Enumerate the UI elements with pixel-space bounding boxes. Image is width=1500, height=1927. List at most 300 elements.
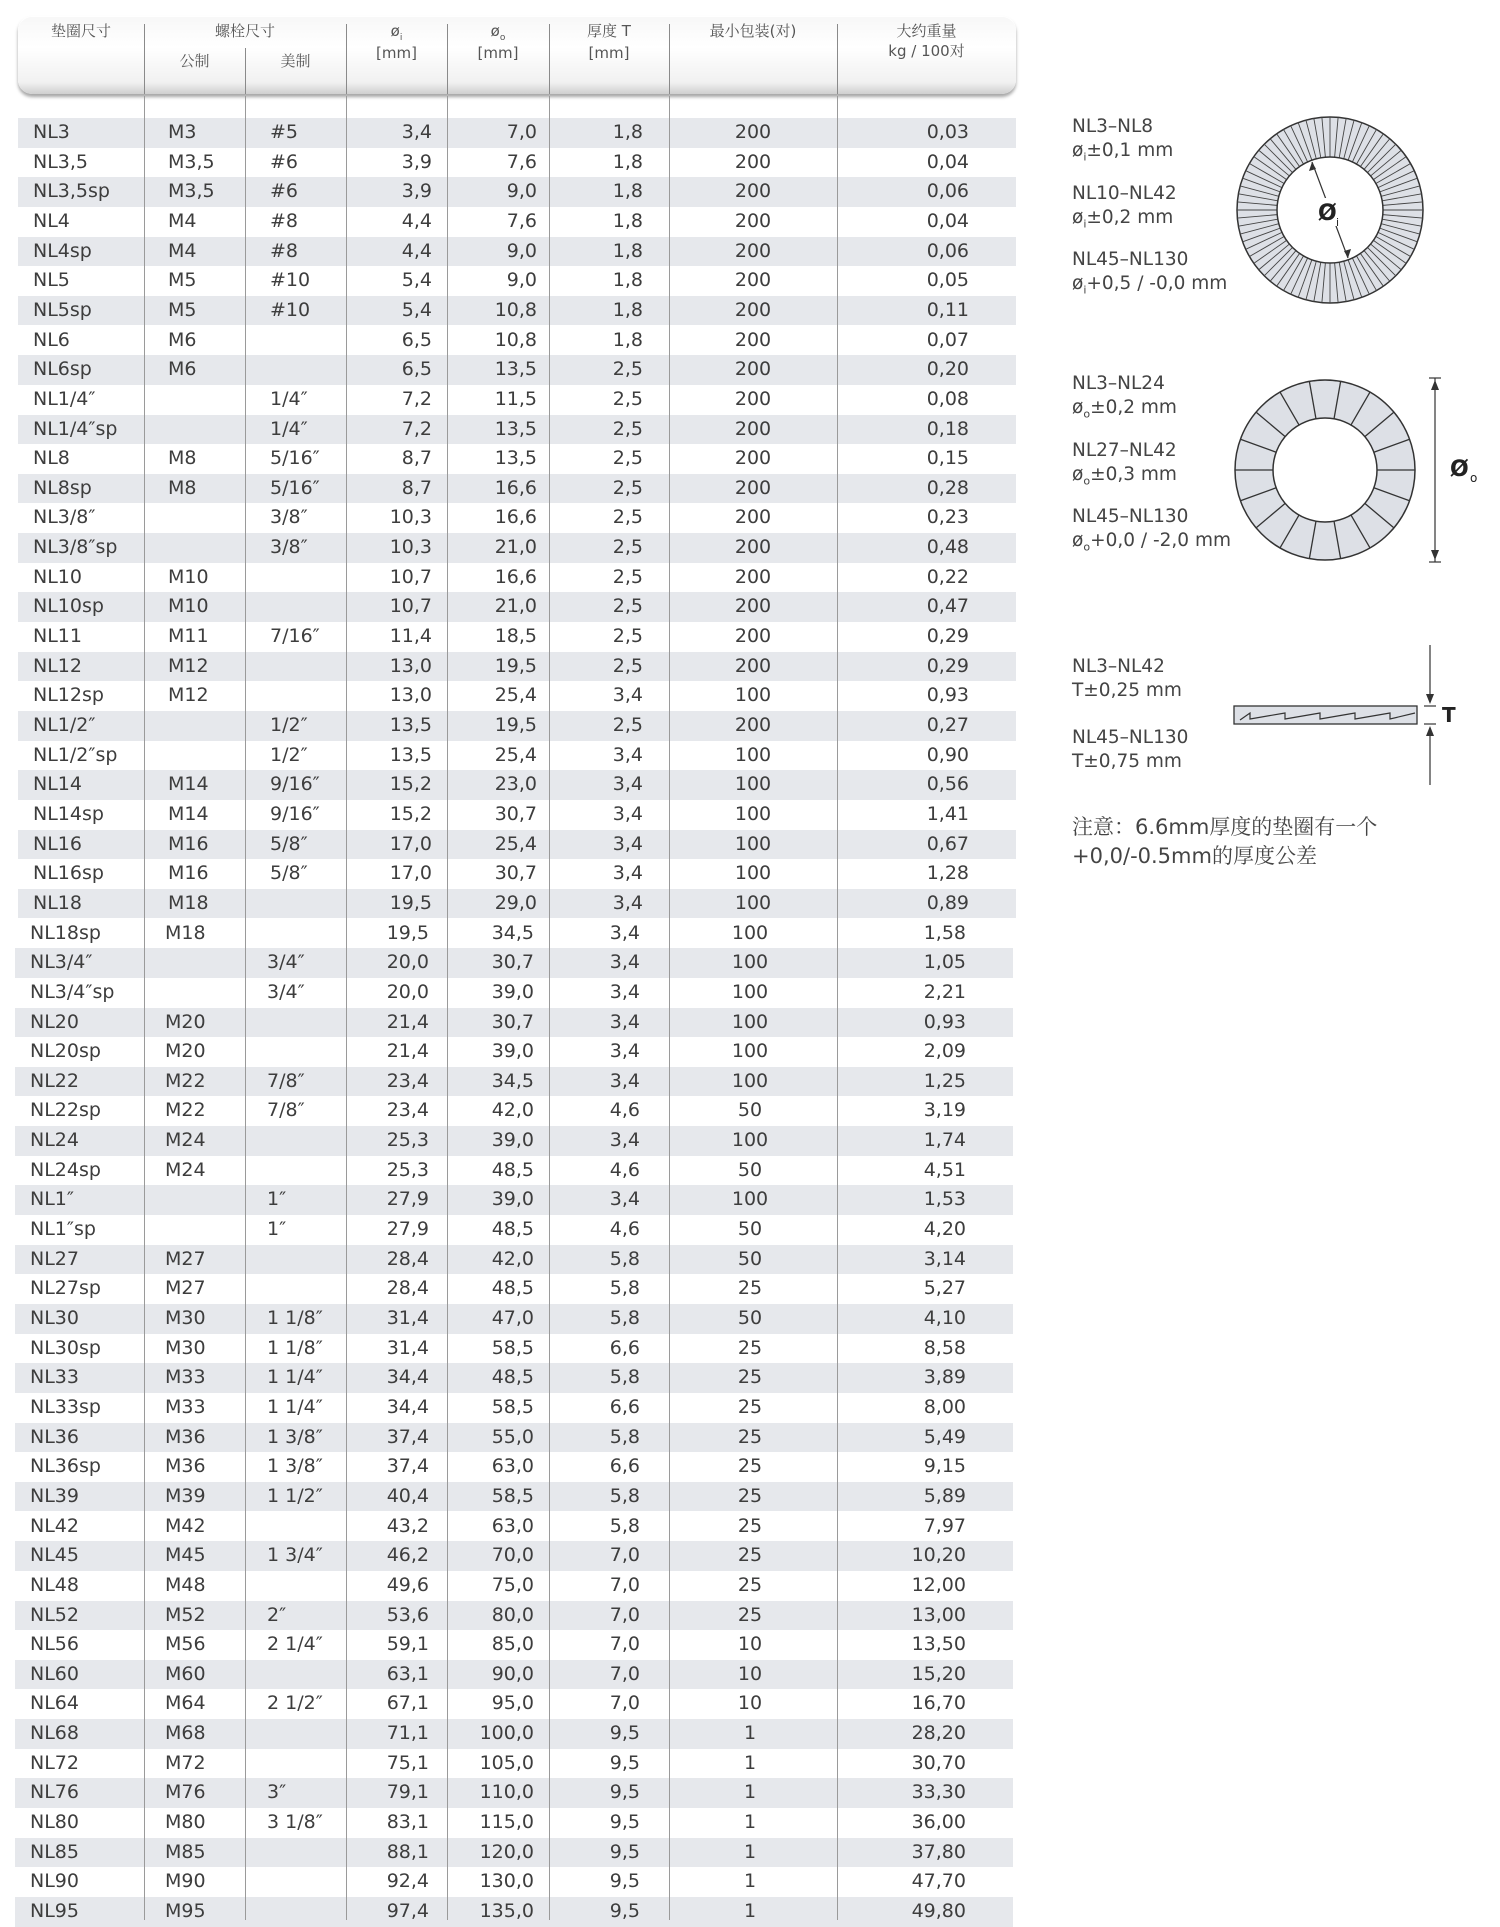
cell-min-pack: 100	[734, 862, 772, 885]
cell-imperial-bolt: 9/16″	[270, 773, 320, 796]
cell-imperial-bolt: 1 1/4″	[267, 1395, 323, 1418]
cell-washer-size: NL36	[30, 1425, 79, 1448]
cell-weight: 1,74	[923, 1129, 966, 1152]
cell-min-pack: 10	[737, 1692, 763, 1715]
cell-outer-diameter: 58,5	[491, 1484, 534, 1507]
tolerance-value: $ø_i\pm 0,2$ mm	[1072, 206, 1174, 231]
cell-min-pack: 1	[743, 1870, 757, 1893]
cell-washer-size: NL14	[33, 773, 82, 796]
table-row	[15, 1808, 1013, 1838]
cell-washer-size: NL36sp	[30, 1455, 101, 1478]
cell-inner-diameter: 49,6	[386, 1573, 429, 1596]
cell-washer-size: NL33	[30, 1366, 79, 1389]
table-row	[18, 622, 1016, 652]
cell-metric-bolt: M8	[168, 447, 197, 470]
cell-thickness: 3,4	[609, 1010, 640, 1033]
cell-inner-diameter: 25,3	[386, 1158, 429, 1181]
cell-outer-diameter: 42,0	[491, 1099, 534, 1122]
header-divider	[549, 24, 550, 94]
cell-washer-size: NL1/4″	[33, 387, 96, 410]
cell-metric-bolt: M8	[168, 476, 197, 499]
cell-imperial-bolt: #8	[270, 209, 299, 232]
cell-thickness: 3,4	[612, 684, 643, 707]
cell-min-pack: 200	[734, 209, 772, 232]
cell-imperial-bolt: 3 1/8″	[267, 1811, 323, 1834]
cell-imperial-bolt: 1 3/4″	[267, 1544, 323, 1567]
cell-washer-size: NL22	[30, 1069, 79, 1092]
cell-washer-size: NL60	[30, 1662, 79, 1685]
cell-min-pack: 200	[734, 358, 772, 381]
table-row	[15, 1245, 1013, 1275]
cell-washer-size: NL22sp	[30, 1099, 101, 1122]
cell-washer-size: NL3	[33, 121, 70, 143]
header-imperial: 美制	[280, 52, 311, 70]
cell-thickness: 9,5	[609, 1751, 640, 1774]
cell-inner-diameter: 6,5	[401, 358, 432, 381]
cell-thickness: 2,5	[612, 417, 643, 440]
cell-thickness: 2,5	[612, 447, 643, 470]
cell-washer-size: NL30sp	[30, 1336, 101, 1359]
cell-min-pack: 50	[737, 1247, 763, 1270]
cell-metric-bolt: M33	[165, 1366, 206, 1389]
table-row	[15, 1393, 1013, 1423]
cell-outer-diameter: 95,0	[491, 1692, 534, 1715]
cell-outer-diameter: 115,0	[479, 1811, 534, 1834]
cell-min-pack: 1	[743, 1840, 757, 1863]
cell-min-pack: 100	[731, 921, 769, 944]
cell-thickness: 9,5	[609, 1722, 640, 1745]
cell-thickness: 2,5	[612, 387, 643, 410]
cell-thickness: 9,5	[609, 1781, 640, 1804]
cell-metric-bolt: M42	[165, 1514, 206, 1537]
cell-imperial-bolt: 1 1/4″	[267, 1366, 323, 1389]
cell-washer-size: NL3,5	[33, 150, 89, 173]
cell-weight: 8,00	[923, 1395, 966, 1418]
cell-inner-diameter: 37,4	[386, 1425, 429, 1448]
cell-imperial-bolt: 1 1/8″	[267, 1307, 323, 1329]
cell-metric-bolt: M16	[168, 862, 209, 885]
cell-weight: 30,70	[911, 1751, 966, 1774]
do-sub: o	[499, 33, 506, 43]
cell-washer-size: NL12sp	[33, 684, 104, 707]
table-row	[15, 1719, 1013, 1749]
cell-weight: 2,09	[923, 1040, 966, 1063]
cell-inner-diameter: 19,5	[389, 891, 432, 914]
cell-min-pack: 50	[737, 1307, 763, 1329]
cell-min-pack: 200	[734, 269, 772, 292]
arrow-head-icon	[1426, 726, 1434, 736]
cell-thickness: 1,8	[612, 121, 643, 143]
cell-weight: 49,80	[911, 1900, 966, 1922]
cell-thickness: 3,4	[609, 1069, 640, 1092]
cell-washer-size: NL6sp	[33, 358, 92, 381]
cell-min-pack: 200	[734, 595, 772, 618]
cell-inner-diameter: 27,9	[386, 1218, 429, 1241]
cell-metric-bolt: M10	[168, 565, 209, 588]
cell-weight: 16,70	[911, 1692, 966, 1715]
cell-weight: 28,20	[911, 1722, 966, 1745]
cell-outer-diameter: 9,0	[506, 180, 537, 203]
cell-thickness: 5,8	[609, 1484, 640, 1507]
cell-inner-diameter: 21,4	[386, 1010, 429, 1033]
cell-washer-size: NL1″	[30, 1188, 74, 1211]
cell-weight: 4,20	[923, 1218, 966, 1241]
cell-imperial-bolt: #10	[270, 269, 311, 292]
cell-weight: 0,29	[926, 625, 969, 648]
tolerance-item	[1072, 248, 1227, 303]
cell-metric-bolt: M4	[168, 239, 197, 262]
cell-metric-bolt: M80	[165, 1811, 206, 1834]
cell-washer-size: NL33sp	[30, 1395, 101, 1418]
cell-inner-diameter: 4,4	[401, 209, 432, 232]
cell-washer-size: NL27	[30, 1247, 79, 1270]
cell-metric-bolt: M5	[168, 269, 197, 292]
cell-outer-diameter: 18,5	[494, 625, 537, 648]
cell-metric-bolt: M36	[165, 1425, 206, 1448]
column-divider	[245, 96, 246, 1920]
cell-min-pack: 100	[731, 1188, 769, 1211]
cell-thickness: 1,8	[612, 180, 643, 203]
cell-min-pack: 200	[734, 625, 772, 648]
cell-min-pack: 100	[734, 891, 772, 914]
cell-outer-diameter: 90,0	[491, 1662, 534, 1685]
cell-metric-bolt: M56	[165, 1633, 206, 1656]
cell-outer-diameter: 7,6	[506, 209, 537, 232]
cell-thickness: 5,8	[609, 1307, 640, 1329]
table-row	[15, 1156, 1013, 1186]
table-row	[18, 592, 1016, 622]
cell-thickness: 7,0	[609, 1544, 640, 1567]
tolerance-range: NL3–NL24	[1072, 373, 1165, 394]
table-row	[18, 711, 1016, 741]
cell-thickness: 9,5	[609, 1900, 640, 1922]
cell-outer-diameter: 70,0	[491, 1544, 534, 1567]
cell-outer-diameter: 75,0	[491, 1573, 534, 1596]
cell-outer-diameter: 30,7	[491, 1010, 534, 1033]
table-row	[15, 1482, 1013, 1512]
tolerance-value: $ø_o\pm 0,3$ mm	[1072, 463, 1177, 488]
cell-washer-size: NL24	[30, 1129, 79, 1152]
tolerance-item	[1072, 182, 1227, 237]
cell-imperial-bolt: 1 1/8″	[267, 1336, 323, 1359]
cell-weight: 2,21	[923, 980, 966, 1003]
cell-min-pack: 100	[734, 773, 772, 796]
cell-outer-diameter: 7,0	[506, 121, 537, 143]
cell-weight: 0,04	[926, 209, 969, 232]
table-row	[15, 1452, 1013, 1482]
cell-inner-diameter: 17,0	[389, 832, 432, 855]
header-min-pack-label: 最小包装(对)	[709, 22, 797, 40]
cell-imperial-bolt: 1″	[267, 1188, 287, 1211]
cell-thickness: 5,8	[609, 1247, 640, 1270]
column-divider	[346, 96, 347, 1920]
cell-metric-bolt: M18	[168, 891, 209, 914]
cell-washer-size: NL12	[33, 654, 82, 677]
cell-weight: 13,50	[911, 1633, 966, 1656]
cell-weight: 5,49	[923, 1425, 966, 1448]
cell-inner-diameter: 15,2	[389, 773, 432, 796]
cell-thickness: 3,4	[612, 832, 643, 855]
cell-metric-bolt: M33	[165, 1395, 206, 1418]
do-diagram-label: Ø	[1450, 457, 1469, 482]
cell-metric-bolt: M52	[165, 1603, 206, 1626]
inner-diameter-diagram	[1230, 110, 1430, 310]
table-row	[18, 237, 1016, 267]
cell-weight: 0,07	[926, 328, 969, 351]
cell-inner-diameter: 28,4	[386, 1247, 429, 1270]
cell-outer-diameter: 9,0	[506, 269, 537, 292]
column-divider	[447, 96, 448, 1920]
cell-imperial-bolt: 5/16″	[270, 476, 320, 499]
cell-imperial-bolt: 1 3/8″	[267, 1425, 323, 1448]
column-divider	[549, 96, 550, 1920]
cell-outer-diameter: 48,5	[491, 1366, 534, 1389]
table-row	[18, 207, 1016, 237]
cell-outer-diameter: 63,0	[491, 1514, 534, 1537]
cell-metric-bolt: M3	[168, 121, 197, 143]
table-row	[18, 533, 1016, 563]
header-thickness-label: 厚度 T	[587, 22, 631, 40]
cell-washer-size: NL4sp	[33, 239, 92, 262]
table-row	[18, 741, 1016, 771]
cell-metric-bolt: M14	[168, 802, 209, 825]
cell-weight: 13,00	[911, 1603, 966, 1626]
cell-min-pack: 100	[731, 951, 769, 974]
cell-metric-bolt: M5	[168, 298, 197, 321]
cell-metric-bolt: M3,5	[168, 150, 215, 173]
cell-thickness: 1,8	[612, 209, 643, 232]
tolerance-value: $ø_o+0,0 / -2,0$ mm	[1072, 530, 1231, 555]
cell-thickness: 3,4	[612, 802, 643, 825]
cell-min-pack: 50	[737, 1218, 763, 1241]
cell-inner-diameter: 17,0	[389, 862, 432, 885]
table-row	[15, 1571, 1013, 1601]
cell-min-pack: 1	[743, 1811, 757, 1834]
cell-weight: 5,89	[923, 1484, 966, 1507]
table-row	[18, 889, 1016, 919]
cell-min-pack: 200	[734, 180, 772, 203]
cell-inner-diameter: 43,2	[386, 1514, 429, 1537]
cell-weight: 0,29	[926, 654, 969, 677]
column-divider	[837, 96, 838, 1920]
cell-thickness: 7,0	[609, 1573, 640, 1596]
cell-outer-diameter: 39,0	[491, 1040, 534, 1063]
tolerance-item	[1072, 505, 1231, 560]
cell-metric-bolt: M12	[168, 684, 209, 707]
cell-weight: 15,20	[911, 1662, 966, 1685]
cell-washer-size: NL1/4″sp	[33, 417, 118, 440]
cell-imperial-bolt: 7/16″	[270, 625, 320, 648]
cell-thickness: 6,6	[609, 1395, 640, 1418]
cell-metric-bolt: M39	[165, 1484, 206, 1507]
cell-inner-diameter: 31,4	[386, 1336, 429, 1359]
cell-inner-diameter: 15,2	[389, 802, 432, 825]
cell-thickness: 2,5	[612, 654, 643, 677]
cell-inner-diameter: 28,4	[386, 1277, 429, 1300]
cell-weight: 8,58	[923, 1336, 966, 1359]
table-row	[15, 1867, 1013, 1897]
table-row	[18, 830, 1016, 860]
cell-thickness: 9,5	[609, 1840, 640, 1863]
cell-thickness: 4,6	[609, 1218, 640, 1241]
table-row	[15, 1215, 1013, 1245]
cell-washer-size: NL5sp	[33, 298, 92, 321]
thickness-note	[1072, 813, 1377, 871]
cell-outer-diameter: 48,5	[491, 1277, 534, 1300]
cell-washer-size: NL16	[33, 832, 82, 855]
cell-weight: 3,19	[923, 1099, 966, 1122]
do-diagram-sub: o	[1470, 471, 1478, 485]
table-row	[15, 1689, 1013, 1719]
cell-washer-size: NL39	[30, 1484, 79, 1507]
cell-inner-diameter: 13,0	[389, 654, 432, 677]
table-row	[18, 118, 1016, 148]
tolerance-value: $ø_i\pm 0,1$ mm	[1072, 140, 1174, 164]
cell-metric-bolt: M27	[165, 1277, 206, 1300]
cell-weight: 3,89	[923, 1366, 966, 1389]
cell-inner-diameter: 31,4	[386, 1307, 429, 1329]
cell-outer-diameter: 13,5	[494, 358, 537, 381]
cell-imperial-bolt: 7/8″	[267, 1099, 305, 1122]
cell-outer-diameter: 11,5	[494, 387, 537, 410]
cell-washer-size: NL1/2″sp	[33, 743, 118, 766]
cell-min-pack: 10	[737, 1633, 763, 1656]
table-row	[18, 563, 1016, 593]
cell-inner-diameter: 5,4	[401, 269, 432, 292]
cell-thickness: 9,5	[609, 1811, 640, 1834]
cell-imperial-bolt: 9/16″	[270, 802, 320, 825]
header-divider	[447, 24, 448, 94]
cell-washer-size: NL1/2″	[33, 714, 96, 736]
cell-thickness: 6,6	[609, 1455, 640, 1478]
cell-weight: 0,06	[926, 239, 969, 262]
cell-weight: 0,06	[926, 180, 969, 203]
cell-metric-bolt: M30	[165, 1307, 206, 1329]
header-do-unit: [mm]	[477, 44, 519, 62]
table-row	[15, 1778, 1013, 1808]
cell-washer-size: NL80	[30, 1811, 79, 1834]
cell-thickness: 3,4	[609, 1129, 640, 1152]
cell-outer-diameter: 30,7	[494, 802, 537, 825]
cell-imperial-bolt: 3/4″	[267, 951, 305, 974]
cell-washer-size: NL10sp	[33, 595, 104, 618]
cell-imperial-bolt: 1 1/2″	[267, 1484, 323, 1507]
cell-min-pack: 200	[734, 328, 772, 351]
table-row	[15, 1037, 1013, 1067]
cell-washer-size: NL56	[30, 1633, 79, 1656]
cell-inner-diameter: 88,1	[386, 1840, 429, 1863]
cell-inner-diameter: 23,4	[386, 1069, 429, 1092]
cell-inner-diameter: 53,6	[386, 1603, 429, 1626]
table-row	[15, 1185, 1013, 1215]
cell-washer-size: NL20sp	[30, 1040, 101, 1063]
cell-min-pack: 100	[731, 1040, 769, 1063]
cell-washer-size: NL95	[30, 1900, 79, 1922]
table-row	[15, 1897, 1013, 1927]
cell-metric-bolt: M90	[165, 1870, 206, 1893]
cell-inner-diameter: 4,4	[401, 239, 432, 262]
cell-washer-size: NL90	[30, 1870, 79, 1893]
cell-washer-size: NL8	[33, 447, 70, 470]
cell-washer-size: NL5	[33, 269, 70, 292]
cell-washer-size: NL27sp	[30, 1277, 101, 1300]
cell-imperial-bolt: 3/8″	[270, 536, 308, 559]
thickness-range: NL3–NL42	[1072, 656, 1165, 677]
header-divider	[346, 24, 347, 94]
table-row	[15, 1541, 1013, 1571]
cell-outer-diameter: 135,0	[479, 1900, 534, 1922]
cell-min-pack: 100	[731, 1069, 769, 1092]
cell-min-pack: 100	[734, 802, 772, 825]
cell-outer-diameter: 48,5	[491, 1218, 534, 1241]
table-row	[18, 652, 1016, 682]
thickness-diagram	[1230, 640, 1490, 790]
cell-imperial-bolt: #5	[270, 121, 299, 143]
cell-weight: 0,93	[926, 684, 969, 707]
cell-imperial-bolt: 5/8″	[270, 832, 308, 855]
cell-imperial-bolt: 5/8″	[270, 862, 308, 885]
cell-min-pack: 200	[734, 417, 772, 440]
cell-imperial-bolt: 1/4″	[270, 417, 308, 440]
table-row	[15, 1096, 1013, 1126]
header-divider	[245, 48, 246, 94]
t-diagram-label: T	[1442, 703, 1456, 727]
header-thickness	[549, 16, 669, 94]
cell-inner-diameter: 19,5	[386, 921, 429, 944]
cell-washer-size: NL6	[33, 328, 70, 351]
cell-thickness: 5,8	[609, 1514, 640, 1537]
cell-min-pack: 200	[734, 565, 772, 588]
washer-inner-edge	[1273, 418, 1377, 522]
cell-thickness: 2,5	[612, 476, 643, 499]
header-thickness-unit: [mm]	[588, 44, 630, 62]
cell-washer-size: NL68	[30, 1722, 79, 1745]
cell-thickness: 3,4	[612, 862, 643, 885]
cell-weight: 36,00	[911, 1811, 966, 1834]
cell-outer-diameter: 30,7	[491, 951, 534, 974]
cell-washer-size: NL30	[30, 1307, 79, 1329]
cell-imperial-bolt: 3″	[267, 1781, 287, 1804]
cell-outer-diameter: 34,5	[491, 1069, 534, 1092]
header-divider	[144, 24, 145, 94]
cell-outer-diameter: 39,0	[491, 1188, 534, 1211]
cell-thickness: 4,6	[609, 1158, 640, 1181]
cell-outer-diameter: 21,0	[494, 595, 537, 618]
cell-metric-bolt: M72	[165, 1751, 206, 1774]
cell-thickness: 5,8	[609, 1366, 640, 1389]
cell-weight: 10,20	[911, 1544, 966, 1567]
cell-washer-size: NL76	[30, 1781, 79, 1804]
cell-thickness: 1,8	[612, 298, 643, 321]
cell-min-pack: 25	[737, 1277, 763, 1300]
cell-metric-bolt: M60	[165, 1662, 206, 1685]
di-diagram-label: Ø	[1318, 201, 1337, 226]
cell-weight: 1,53	[923, 1188, 966, 1211]
cell-min-pack: 100	[734, 684, 772, 707]
cell-outer-diameter: 25,4	[494, 832, 537, 855]
cell-outer-diameter: 16,6	[494, 565, 537, 588]
cell-washer-size: NL4	[33, 209, 70, 232]
header-weight-label: 大约重量	[896, 22, 957, 40]
cell-washer-size: NL18sp	[30, 921, 101, 944]
cell-thickness: 3,4	[612, 773, 643, 796]
cell-washer-size: NL48	[30, 1573, 79, 1596]
cell-min-pack: 100	[731, 1129, 769, 1152]
cell-outer-diameter: 110,0	[479, 1781, 534, 1804]
table-row	[15, 1423, 1013, 1453]
cell-weight: 0,47	[926, 595, 969, 618]
cell-metric-bolt: M20	[165, 1010, 206, 1033]
